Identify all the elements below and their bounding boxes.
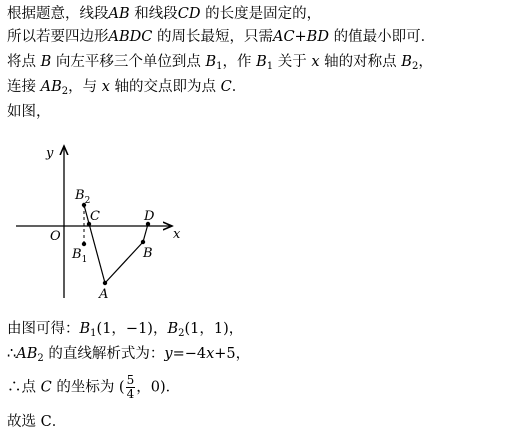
text-segment: ，作 (222, 54, 252, 70)
coordinate-figure (0, 135, 200, 305)
point-b-dot (141, 240, 145, 244)
point-b1: B (205, 54, 217, 70)
text-segment: +5， (214, 346, 251, 362)
text-segment: ，0)． (136, 379, 181, 396)
subscript: 2 (411, 61, 419, 72)
point-b1: B (256, 54, 267, 70)
coordinate-b1: (1，−1)， (96, 321, 168, 337)
text-segment: 和线段 (134, 6, 178, 22)
x-variable: x (206, 346, 215, 362)
expression-ac-bd: AC+BD (272, 29, 329, 45)
label-c: C (90, 209, 100, 224)
text-segment: 轴的交点即为点 (114, 79, 217, 95)
point-b: B (40, 54, 52, 70)
fraction-numerator: 5 (126, 373, 135, 387)
text-segment: 的长度是固定的， (205, 6, 322, 22)
text-segment: 向左平移三个单位到点 (55, 54, 201, 70)
text-segment: 的值最小即可． (333, 29, 436, 45)
text-segment: ，与 (68, 79, 98, 95)
point-b1-dot (82, 242, 86, 246)
text-segment: 所以若要四边形 (7, 29, 109, 45)
text-segment: 的直线解析式为： (48, 346, 165, 362)
point-c: C (220, 79, 232, 95)
label-b2-letter: B (75, 188, 85, 203)
y-axis-label: y (46, 146, 54, 161)
coordinate-b2: (1，1)， (184, 321, 244, 337)
subscript: 2 (61, 86, 69, 97)
label-b: B (143, 246, 153, 261)
subscript: 1 (90, 328, 97, 339)
text-segment: 轴的对称点 (324, 54, 397, 70)
label-b1 (71, 247, 87, 265)
segment-b-d (143, 224, 148, 242)
subscript: 1 (266, 61, 274, 72)
label-a: A (99, 287, 109, 302)
quadrilateral-abdc: ABDC (108, 29, 153, 45)
text-segment: 将点 (7, 54, 36, 70)
subscript: 1 (216, 61, 223, 72)
text-segment: 关于 (277, 54, 307, 70)
solution-line-3 (7, 53, 433, 76)
origin-label: O (50, 229, 61, 244)
segment-ab2: AB (16, 346, 38, 362)
text-segment: ， (418, 54, 433, 70)
point-c: C (40, 379, 52, 396)
point-a-dot (103, 281, 107, 285)
point-b2: B (401, 54, 412, 70)
x-variable: x (311, 54, 320, 70)
x-variable: x (101, 79, 110, 95)
solution-line-2 (7, 28, 435, 46)
label-b1-letter: B (72, 247, 82, 262)
x-axis-label: x (173, 227, 181, 242)
fraction-denominator: 4 (126, 387, 135, 401)
segment-ab: AB (108, 6, 130, 22)
segment-a-b (105, 242, 143, 283)
label-b2 (74, 188, 90, 206)
solution-line-9: 故选 C． (7, 414, 67, 430)
text-segment: 的坐标为 ( (56, 379, 125, 396)
solution-line-7 (7, 345, 250, 368)
segment-ab2: AB (40, 79, 62, 95)
label-d: D (144, 209, 155, 224)
text-segment: 由图可得： (7, 321, 80, 337)
subscript: 2 (37, 353, 44, 364)
solution-line-6 (7, 320, 243, 343)
label-b1-sub: 1 (81, 255, 88, 265)
solution-line-8 (7, 374, 180, 401)
text-segment: 根据题意，线段 (7, 6, 109, 22)
text-segment: 连接 (7, 79, 36, 95)
label-b2-sub: 2 (84, 196, 91, 206)
text-segment: ． (231, 79, 247, 95)
segment-cd: CD (177, 6, 201, 22)
solution-line-4 (7, 78, 246, 101)
text-segment: =−4 (172, 346, 207, 362)
therefore-symbol: ∴ (7, 346, 17, 362)
point-b1: B (79, 321, 91, 337)
text-segment: 的周长最短，只需 (156, 29, 273, 45)
solution-line-5: 如图， (7, 104, 51, 120)
subscript: 2 (178, 328, 185, 339)
fraction (126, 374, 136, 401)
text-segment: ∴点 (7, 379, 36, 396)
solution-line-1 (7, 5, 321, 23)
point-b2: B (167, 321, 179, 337)
y-variable: y (164, 346, 173, 362)
